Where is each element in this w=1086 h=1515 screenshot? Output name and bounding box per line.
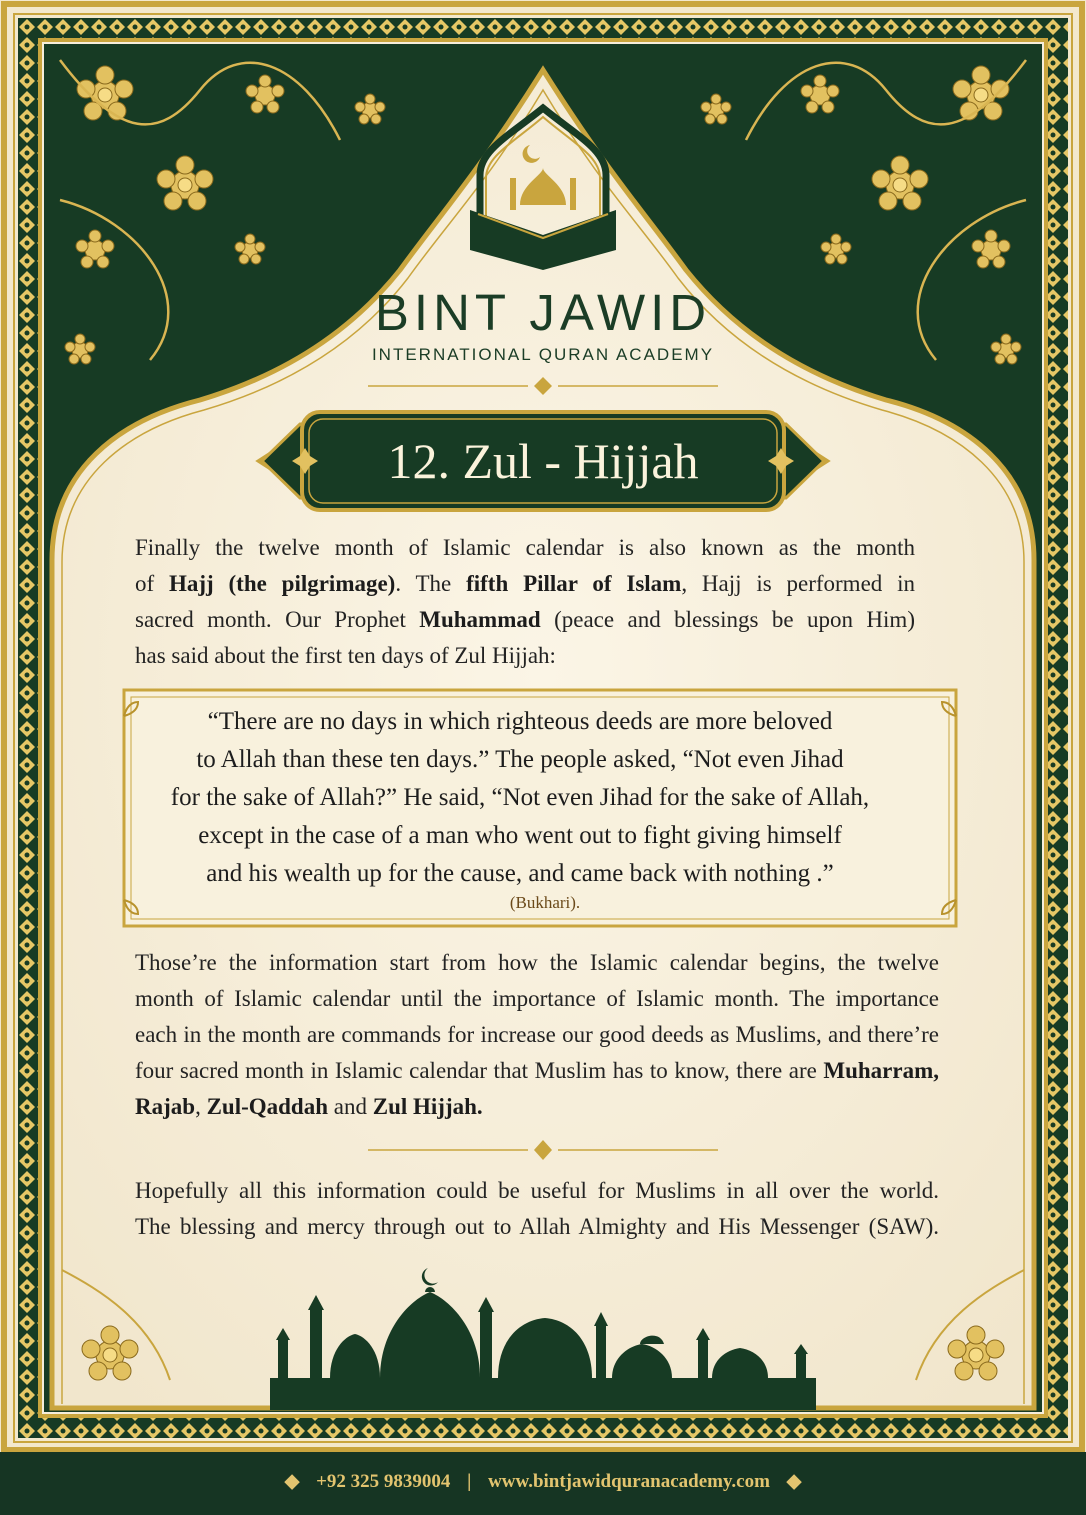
rajab-term: Rajab <box>135 1094 196 1119</box>
quote-line: and his wealth up for the cause, and came back with nothing .” <box>206 860 834 887</box>
qaddah-term: Zul-Qaddah <box>206 1094 329 1119</box>
summary-line: each in the month are commands for increase our good deeds as Muslims, and there’re <box>135 1022 939 1047</box>
diamond-ornament-icon: ◆ <box>786 1471 802 1492</box>
summary-paragraph <box>135 945 939 1125</box>
intro-line: sacred month. Our Prophet Muhammad (peace and blessings be upon Him) <box>135 607 915 632</box>
hijjah-term: Zul Hijjah. <box>372 1094 483 1119</box>
page-title: 12. Zul - Hijjah <box>387 433 699 489</box>
quote-line: for the sake of Allah?” He said, “Not even Jihad for the sake of Allah, <box>170 784 870 811</box>
quote-line: except in the case of a man who went out to fight giving himself <box>198 822 842 849</box>
diamond-ornament-icon: ◆ <box>284 1471 300 1492</box>
closing-paragraph <box>135 1173 939 1245</box>
intro-paragraph <box>135 530 915 674</box>
summary-line: month of Islamic calendar until the importance of Islamic month. The importance <box>135 986 939 1011</box>
quote-line: “There are no days in which righteous deeds are more beloved <box>207 708 833 735</box>
summary-line: Those’re the information start from how the Islamic calendar begins, the twelve <box>135 950 939 975</box>
closing-line: Hopefully all this information could be useful for Muslims in all over the world. <box>135 1178 939 1203</box>
intro-line: has said about the first ten days of Zul Hijjah: <box>135 643 556 668</box>
footer-website[interactable]: www.bintjawidquranacademy.com <box>488 1471 770 1492</box>
footer-separator: | <box>467 1471 472 1492</box>
brand-name: BINT JAWID <box>374 284 712 341</box>
summary-line: Rajab, Zul-Qaddah and Zul Hijjah. <box>135 1094 483 1119</box>
footer-bar <box>0 1452 1086 1515</box>
summary-line: four sacred month in Islamic calendar that Muslim has to know, there are Muharram, <box>135 1058 939 1083</box>
prophet-name: Muhammad <box>419 607 541 632</box>
quote-line: to Allah than these ten days.” The people asked, “Not even Jihad <box>196 746 844 773</box>
muharram-term: Muharram, <box>823 1058 939 1083</box>
quote-source: (Bukhari). <box>509 893 581 912</box>
intro-line: Finally the twelve month of Islamic calendar is also known as the month <box>135 535 915 560</box>
brand-subtitle: INTERNATIONAL QURAN ACADEMY <box>371 345 715 364</box>
closing-line: The blessing and mercy through out to Allah Almighty and His Messenger (SAW). <box>135 1214 939 1239</box>
intro-line: of Hajj (the pilgrimage). The fifth Pillar of Islam, Hajj is performed in <box>135 571 915 596</box>
pillar-term: fifth Pillar of Islam <box>466 571 682 596</box>
hadith-quote <box>150 703 890 893</box>
footer-phone[interactable]: +92 325 9839004 <box>316 1471 451 1492</box>
hajj-term: Hajj (the pilgrimage) <box>168 571 396 596</box>
